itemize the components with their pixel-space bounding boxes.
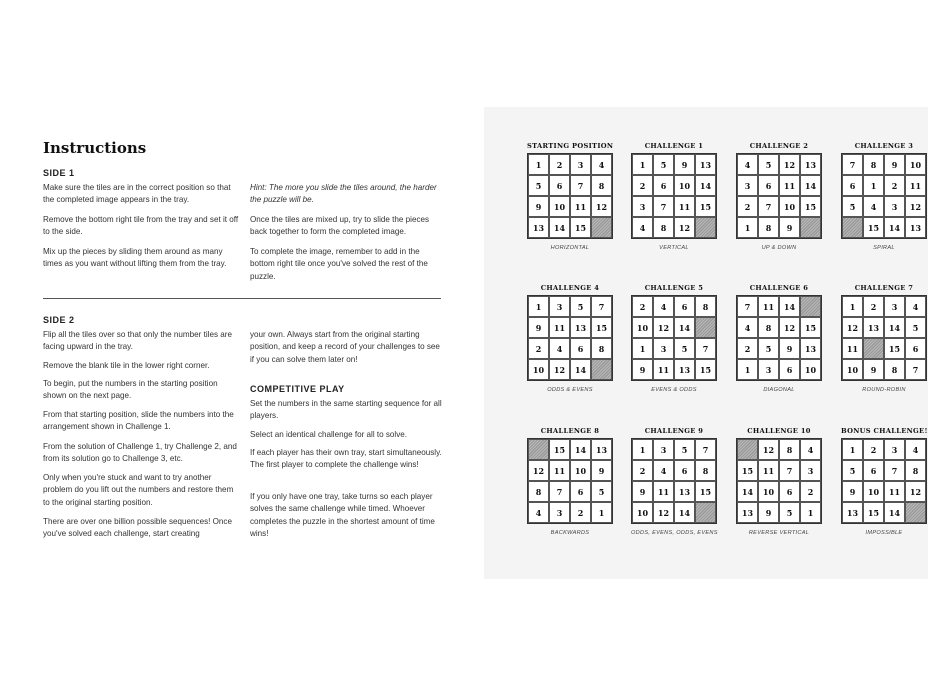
number-tile: 6 [842, 175, 863, 196]
number-tile: 12 [549, 359, 570, 380]
number-tile: 7 [591, 296, 612, 317]
number-tile: 5 [674, 338, 695, 359]
number-tile: 11 [674, 196, 695, 217]
puzzle-card [841, 283, 927, 393]
number-tile: 14 [737, 481, 758, 502]
number-tile: 1 [863, 175, 884, 196]
number-tile: 2 [863, 296, 884, 317]
puzzle-card [841, 141, 927, 251]
number-tile: 3 [632, 196, 653, 217]
puzzle-title: CHALLENGE 4 [540, 284, 600, 292]
number-tile: 2 [632, 460, 653, 481]
side2-para-7: There are over one billion possible sequences! Once you've solved each challenge, start creating [43, 517, 232, 539]
number-tile: 7 [737, 296, 758, 317]
competitive-para-2: Select an identical challenge for all to solve. [250, 430, 408, 439]
puzzle-grid [736, 438, 822, 524]
number-tile: 15 [800, 317, 821, 338]
puzzle-card [736, 283, 822, 393]
page-title: Instructions [43, 139, 147, 157]
number-tile: 5 [842, 196, 863, 217]
competitive-para-3: If each player has their own tray, start simultaneously. The first player to complete the challenge wins! [250, 448, 442, 470]
number-tile: 13 [674, 359, 695, 380]
puzzle-grid [736, 295, 822, 381]
competitive-para-4: If you only have one tray, take turns so each player solves the same challenge while timed. Whoever completes the puzzle in the shortest amount of time wins! [250, 492, 435, 539]
number-tile: 5 [758, 154, 779, 175]
number-tile: 10 [779, 196, 800, 217]
number-tile: 10 [863, 481, 884, 502]
number-tile: 8 [884, 359, 905, 380]
puzzle-caption: HORIZONTAL [550, 245, 590, 251]
puzzle-card [736, 426, 822, 536]
number-tile: 6 [674, 296, 695, 317]
blank-tile [842, 217, 863, 238]
puzzle-card [631, 426, 717, 536]
number-tile: 13 [905, 217, 926, 238]
number-tile: 8 [905, 460, 926, 481]
number-tile: 10 [632, 502, 653, 523]
number-tile: 3 [653, 338, 674, 359]
puzzle-title: CHALLENGE 2 [749, 142, 809, 150]
number-tile: 4 [653, 460, 674, 481]
number-tile: 10 [570, 460, 591, 481]
number-tile: 13 [737, 502, 758, 523]
number-tile: 1 [591, 502, 612, 523]
number-tile: 13 [695, 154, 716, 175]
number-tile: 8 [528, 481, 549, 502]
number-tile: 3 [884, 196, 905, 217]
puzzle-title: BONUS CHALLENGE! [841, 427, 928, 435]
number-tile: 13 [528, 217, 549, 238]
number-tile: 3 [549, 502, 570, 523]
puzzle-card [631, 283, 717, 393]
number-tile: 10 [528, 359, 549, 380]
number-tile: 6 [779, 481, 800, 502]
number-tile: 1 [528, 154, 549, 175]
blank-tile [863, 338, 884, 359]
puzzle-title: CHALLENGE 8 [540, 427, 600, 435]
number-tile: 11 [653, 359, 674, 380]
challenges-page [484, 107, 928, 579]
number-tile: 9 [779, 338, 800, 359]
blank-tile [591, 217, 612, 238]
number-tile: 4 [737, 317, 758, 338]
number-tile: 8 [758, 317, 779, 338]
number-tile: 3 [884, 296, 905, 317]
blank-tile [695, 217, 716, 238]
number-tile: 2 [800, 481, 821, 502]
number-tile: 4 [737, 154, 758, 175]
number-tile: 3 [653, 439, 674, 460]
number-tile: 10 [800, 359, 821, 380]
side2-para-3: To begin, put the numbers in the starting position shown on the next page. [43, 379, 218, 401]
puzzle-card [527, 283, 613, 393]
number-tile: 12 [905, 196, 926, 217]
number-tile: 11 [758, 296, 779, 317]
number-tile: 6 [863, 460, 884, 481]
puzzle-grid [527, 153, 613, 239]
number-tile: 14 [779, 296, 800, 317]
side2-para-8: your own. Always start from the original starting position, and keep a record of your challenges to see if you can solve them later on! [250, 330, 440, 364]
number-tile: 11 [653, 481, 674, 502]
puzzle-grid [631, 295, 717, 381]
number-tile: 11 [549, 317, 570, 338]
puzzle-grid [841, 295, 927, 381]
number-tile: 6 [570, 481, 591, 502]
number-tile: 6 [674, 460, 695, 481]
number-tile: 14 [674, 317, 695, 338]
number-tile: 4 [528, 502, 549, 523]
number-tile: 10 [632, 317, 653, 338]
number-tile: 2 [528, 338, 549, 359]
number-tile: 12 [653, 317, 674, 338]
puzzle-title: CHALLENGE 7 [854, 284, 914, 292]
number-tile: 4 [905, 296, 926, 317]
number-tile: 8 [591, 338, 612, 359]
number-tile: 12 [591, 196, 612, 217]
number-tile: 15 [863, 217, 884, 238]
competitive-heading: COMPETITIVE PLAY [250, 384, 345, 394]
number-tile: 15 [863, 502, 884, 523]
number-tile: 9 [674, 154, 695, 175]
number-tile: 13 [842, 502, 863, 523]
number-tile: 2 [737, 196, 758, 217]
number-tile: 6 [549, 175, 570, 196]
competitive-para-1: Set the numbers in the same starting sequence for all players. [250, 399, 442, 421]
number-tile: 4 [863, 196, 884, 217]
puzzle-caption: ROUND-ROBIN [862, 387, 906, 393]
puzzle-title: STARTING POSITION [527, 142, 614, 150]
puzzle-grid [527, 438, 613, 524]
number-tile: 13 [570, 317, 591, 338]
number-tile: 8 [758, 217, 779, 238]
number-tile: 9 [863, 359, 884, 380]
number-tile: 1 [632, 154, 653, 175]
number-tile: 15 [570, 217, 591, 238]
number-tile: 14 [549, 217, 570, 238]
puzzle-grid [631, 438, 717, 524]
number-tile: 13 [863, 317, 884, 338]
number-tile: 14 [884, 317, 905, 338]
puzzle-caption: ODDS, EVENS, ODDS, EVENS [631, 530, 718, 536]
number-tile: 9 [779, 217, 800, 238]
number-tile: 15 [695, 481, 716, 502]
number-tile: 3 [758, 359, 779, 380]
number-tile: 6 [653, 175, 674, 196]
side2-para-6: Only when you're stuck and want to try another problem do you lift out the numbers and restore them to the original starting position. [43, 473, 234, 507]
number-tile: 11 [779, 175, 800, 196]
number-tile: 13 [800, 154, 821, 175]
number-tile: 9 [884, 154, 905, 175]
side1-para-2: Remove the bottom right tile from the tray and set it off to the side. [43, 215, 239, 237]
number-tile: 1 [737, 359, 758, 380]
blank-tile [528, 439, 549, 460]
number-tile: 4 [632, 217, 653, 238]
blank-tile [905, 502, 926, 523]
number-tile: 14 [570, 439, 591, 460]
puzzle-caption: IMPOSSIBLE [865, 530, 903, 536]
number-tile: 1 [842, 439, 863, 460]
puzzle-title: CHALLENGE 3 [854, 142, 914, 150]
puzzle-grid [736, 153, 822, 239]
puzzle-caption: ODDS & EVENS [547, 387, 593, 393]
number-tile: 8 [863, 154, 884, 175]
blank-tile [695, 317, 716, 338]
number-tile: 4 [905, 439, 926, 460]
puzzle-caption: DIAGONAL [763, 387, 795, 393]
number-tile: 7 [695, 338, 716, 359]
side2-para-2: Remove the blank tile in the lower right corner. [43, 361, 210, 370]
number-tile: 3 [800, 460, 821, 481]
puzzle-card [527, 426, 613, 536]
number-tile: 10 [905, 154, 926, 175]
number-tile: 12 [653, 502, 674, 523]
puzzle-grid [527, 295, 613, 381]
number-tile: 13 [800, 338, 821, 359]
number-tile: 13 [591, 439, 612, 460]
number-tile: 9 [528, 196, 549, 217]
puzzle-grid [631, 153, 717, 239]
number-tile: 9 [758, 502, 779, 523]
number-tile: 15 [695, 359, 716, 380]
number-tile: 6 [758, 175, 779, 196]
number-tile: 15 [737, 460, 758, 481]
number-tile: 7 [884, 460, 905, 481]
number-tile: 1 [737, 217, 758, 238]
puzzle-grid [841, 438, 927, 524]
number-tile: 5 [758, 338, 779, 359]
number-tile: 8 [653, 217, 674, 238]
number-tile: 5 [779, 502, 800, 523]
number-tile: 8 [779, 439, 800, 460]
number-tile: 14 [570, 359, 591, 380]
number-tile: 1 [632, 439, 653, 460]
puzzle-caption: SPIRAL [873, 245, 895, 251]
number-tile: 7 [695, 439, 716, 460]
number-tile: 8 [695, 296, 716, 317]
number-tile: 14 [695, 175, 716, 196]
puzzle-title: CHALLENGE 9 [644, 427, 704, 435]
number-tile: 8 [695, 460, 716, 481]
number-tile: 1 [800, 502, 821, 523]
number-tile: 15 [800, 196, 821, 217]
number-tile: 12 [779, 317, 800, 338]
number-tile: 12 [779, 154, 800, 175]
number-tile: 15 [591, 317, 612, 338]
number-tile: 12 [528, 460, 549, 481]
side2-para-1: Flip all the tiles over so that only the number tiles are facing upward in the tray. [43, 330, 232, 352]
puzzle-grid [841, 153, 927, 239]
number-tile: 11 [905, 175, 926, 196]
blank-tile [800, 217, 821, 238]
number-tile: 9 [632, 481, 653, 502]
number-tile: 5 [591, 481, 612, 502]
number-tile: 10 [549, 196, 570, 217]
number-tile: 7 [570, 175, 591, 196]
number-tile: 11 [842, 338, 863, 359]
number-tile: 7 [779, 460, 800, 481]
number-tile: 4 [591, 154, 612, 175]
side1-para-3: Mix up the pieces by sliding them around as many times as you want without lifting them from the tray. [43, 247, 227, 269]
instructions-page [0, 107, 484, 579]
side1-para-5: To complete the image, remember to add in the bottom right tile once you've solved the rest of the puzzle. [250, 247, 428, 281]
number-tile: 15 [695, 196, 716, 217]
side1-para-4: Once the tiles are mixed up, try to slide the pieces back together to form the completed image. [250, 215, 430, 237]
blank-tile [695, 502, 716, 523]
side2-para-4: From that starting position, slide the numbers into the arrangement shown in Challenge 1. [43, 410, 234, 432]
puzzle-caption: REVERSE VERTICAL [748, 530, 810, 536]
puzzle-card [736, 141, 822, 251]
number-tile: 1 [528, 296, 549, 317]
blank-tile [591, 359, 612, 380]
number-tile: 2 [549, 154, 570, 175]
blank-tile [800, 296, 821, 317]
number-tile: 11 [884, 481, 905, 502]
number-tile: 14 [674, 502, 695, 523]
number-tile: 2 [737, 338, 758, 359]
blank-tile [737, 439, 758, 460]
puzzle-caption: EVENS & ODDS [651, 387, 697, 393]
hint-text: Hint: The more you slide the tiles around, the harder the puzzle will be. [250, 183, 437, 205]
number-tile: 3 [570, 154, 591, 175]
puzzle-caption: BACKWARDS [550, 530, 590, 536]
puzzle-title: CHALLENGE 6 [749, 284, 809, 292]
number-tile: 2 [570, 502, 591, 523]
side1-para-1: Make sure the tiles are in the correct position so that the completed image appears in the tray. [43, 183, 231, 205]
puzzle-card [527, 141, 613, 251]
number-tile: 1 [632, 338, 653, 359]
number-tile: 15 [549, 439, 570, 460]
number-tile: 9 [528, 317, 549, 338]
number-tile: 7 [549, 481, 570, 502]
number-tile: 13 [674, 481, 695, 502]
side2-heading: SIDE 2 [43, 315, 75, 325]
number-tile: 5 [674, 439, 695, 460]
number-tile: 10 [842, 359, 863, 380]
number-tile: 2 [884, 175, 905, 196]
number-tile: 7 [653, 196, 674, 217]
number-tile: 12 [905, 481, 926, 502]
number-tile: 2 [863, 439, 884, 460]
side2-para-5: From the solution of Challenge 1, try Challenge 2, and from its solution go to Challenge 3, etc. [43, 442, 237, 464]
number-tile: 12 [758, 439, 779, 460]
number-tile: 2 [632, 175, 653, 196]
number-tile: 7 [842, 154, 863, 175]
puzzle-card [631, 141, 717, 251]
number-tile: 4 [653, 296, 674, 317]
number-tile: 3 [737, 175, 758, 196]
puzzle-card [841, 426, 927, 536]
number-tile: 11 [549, 460, 570, 481]
number-tile: 3 [884, 439, 905, 460]
puzzle-title: CHALLENGE 10 [747, 427, 811, 435]
number-tile: 4 [549, 338, 570, 359]
number-tile: 14 [800, 175, 821, 196]
number-tile: 8 [591, 175, 612, 196]
number-tile: 1 [842, 296, 863, 317]
number-tile: 9 [632, 359, 653, 380]
number-tile: 9 [591, 460, 612, 481]
number-tile: 4 [800, 439, 821, 460]
number-tile: 10 [674, 175, 695, 196]
puzzle-caption: VERTICAL [659, 245, 689, 251]
number-tile: 10 [758, 481, 779, 502]
number-tile: 5 [653, 154, 674, 175]
number-tile: 11 [570, 196, 591, 217]
puzzle-title: CHALLENGE 5 [644, 284, 704, 292]
number-tile: 5 [570, 296, 591, 317]
number-tile: 9 [842, 481, 863, 502]
number-tile: 14 [884, 502, 905, 523]
number-tile: 6 [570, 338, 591, 359]
number-tile: 6 [905, 338, 926, 359]
section-divider [43, 298, 441, 299]
side1-heading: SIDE 1 [43, 168, 75, 178]
number-tile: 6 [779, 359, 800, 380]
number-tile: 5 [905, 317, 926, 338]
number-tile: 14 [884, 217, 905, 238]
number-tile: 2 [632, 296, 653, 317]
number-tile: 15 [884, 338, 905, 359]
number-tile: 3 [549, 296, 570, 317]
number-tile: 12 [674, 217, 695, 238]
number-tile: 12 [842, 317, 863, 338]
number-tile: 7 [758, 196, 779, 217]
number-tile: 7 [905, 359, 926, 380]
puzzle-title: CHALLENGE 1 [644, 142, 704, 150]
number-tile: 5 [842, 460, 863, 481]
number-tile: 5 [528, 175, 549, 196]
number-tile: 11 [758, 460, 779, 481]
puzzle-caption: UP & DOWN [761, 245, 797, 251]
